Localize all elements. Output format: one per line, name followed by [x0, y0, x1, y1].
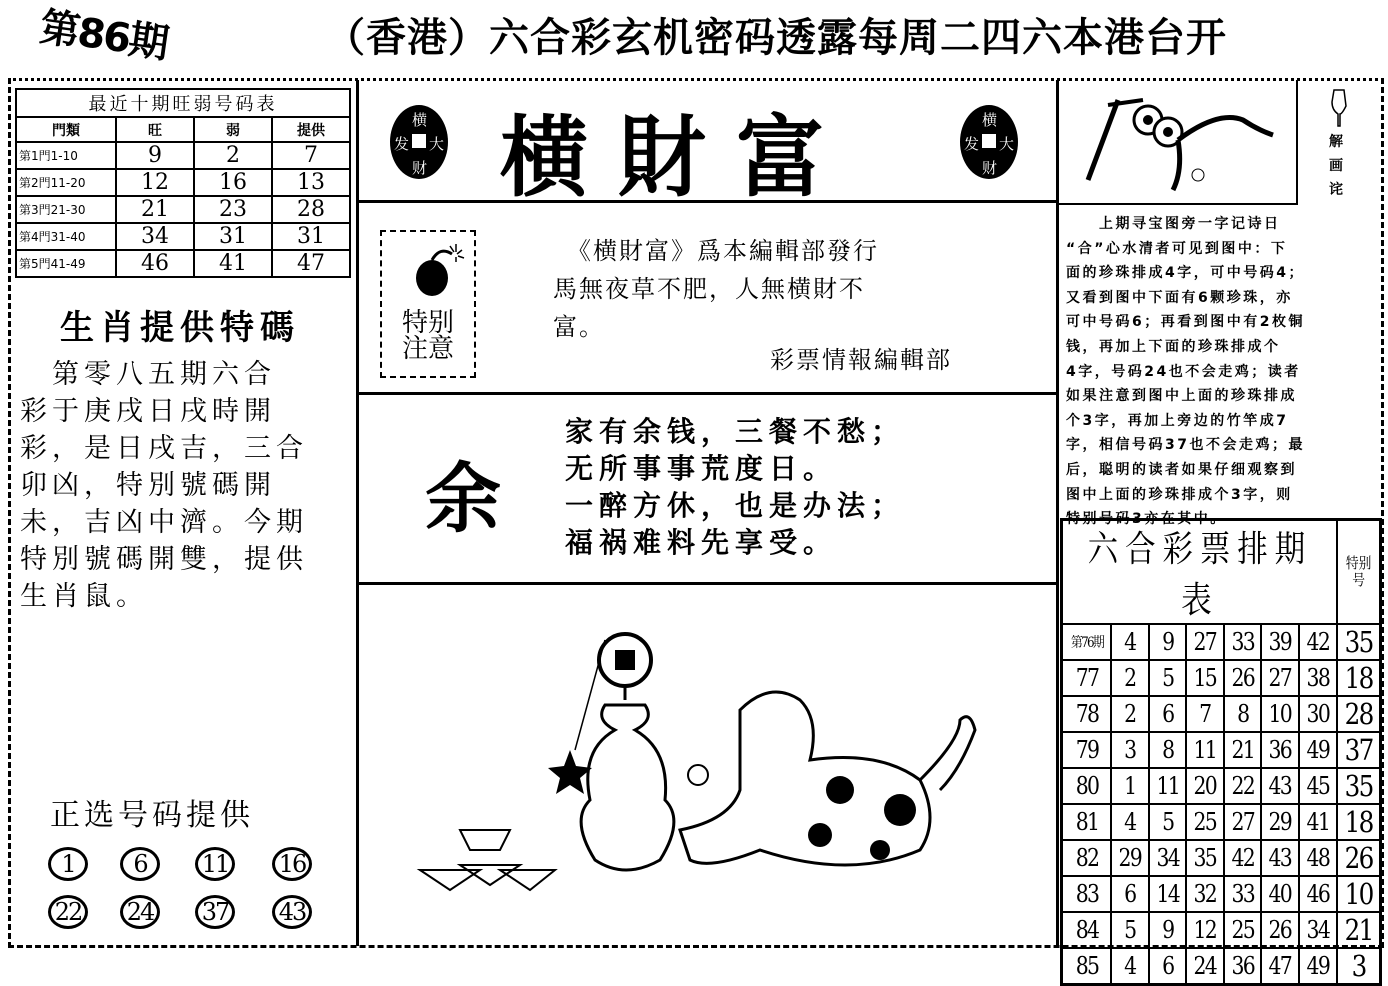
table-row — [1062, 768, 1381, 804]
puzzle-explanation — [1066, 212, 1382, 532]
special-number-cell: 37 — [1340, 732, 1377, 768]
text-line: 4字，号码24也不会走鸡；读者 — [1066, 363, 1301, 380]
table-cell: 12 — [116, 169, 194, 196]
pick-number-ball: 37 — [195, 895, 235, 929]
pick-number-ball: 16 — [272, 847, 312, 881]
text-line: 家有余钱，三餐不愁； — [565, 415, 906, 448]
number-cell: 40 — [1264, 876, 1296, 912]
text-line: 图中上面的珍珠排成个3字，则 — [1066, 486, 1293, 503]
number-cell: 38 — [1302, 660, 1334, 696]
text-line: 面的珍珠排成4字，可中号码4； — [1066, 265, 1305, 282]
table-row — [1062, 624, 1381, 660]
number-cell: 48 — [1302, 840, 1334, 876]
special-number-cell: 3 — [1340, 948, 1377, 985]
puzzle-picture-frame — [1058, 80, 1298, 205]
issue-cell: 85 — [1065, 948, 1107, 985]
text-line: “合”心水清者可见到图中：下 — [1066, 240, 1288, 257]
number-cell: 27 — [1189, 624, 1221, 660]
zodiac-text — [20, 356, 350, 615]
number-cell: 6 — [1151, 948, 1183, 985]
pick-number-ball: 43 — [272, 895, 312, 929]
pointing-hand-icon — [1328, 88, 1350, 128]
masthead-title: 横財富 — [500, 105, 855, 209]
issue-cell: 77 — [1065, 660, 1107, 696]
text-line: 未，吉凶中濟。今期 — [20, 507, 308, 538]
table-row — [1062, 912, 1381, 948]
issue-cell: 80 — [1065, 768, 1107, 804]
text-line: 后，聪明的读者如果仔细观察到 — [1066, 461, 1297, 478]
table-caption: 最近十期旺弱号码表 — [16, 89, 350, 117]
number-cell: 6 — [1114, 876, 1146, 912]
table-cell: 28 — [272, 196, 350, 223]
table-cell: 2 — [194, 142, 272, 169]
rat-gourd-illustration — [400, 620, 1000, 920]
text-line: 卯凶，特別號碼開 — [20, 470, 276, 501]
number-cell: 33 — [1227, 624, 1259, 660]
special-number-cell: 21 — [1340, 912, 1377, 948]
number-cell: 9 — [1151, 624, 1183, 660]
row-label: 第2門11-20 — [16, 169, 116, 196]
text-line: 富。 — [553, 313, 605, 341]
number-cell: 5 — [1151, 660, 1183, 696]
row-label: 第3門21-30 — [16, 196, 116, 223]
number-cell: 8 — [1151, 732, 1183, 768]
number-cell: 2 — [1114, 696, 1146, 732]
row-label: 第1門1-10 — [16, 142, 116, 169]
number-cell: 24 — [1189, 948, 1221, 985]
special-number-cell: 28 — [1340, 696, 1377, 732]
issue-cell: 83 — [1065, 876, 1107, 912]
issue-cell: 第76期 — [1065, 624, 1107, 660]
table-row — [16, 250, 350, 277]
number-cell: 29 — [1114, 840, 1146, 876]
text-line: 福祸难料先享受。 — [565, 526, 838, 559]
number-cell: 29 — [1264, 804, 1296, 840]
number-cell: 34 — [1151, 840, 1183, 876]
number-cell: 43 — [1264, 840, 1296, 876]
number-cell: 20 — [1189, 768, 1221, 804]
text-line: 《横財富》爲本編輯部發行 — [553, 237, 879, 265]
text-line: 如果注意到图中上面的珍珠排成 — [1066, 388, 1297, 405]
special-number-cell: 35 — [1340, 624, 1377, 660]
coin-char: 横 — [982, 111, 998, 129]
special-number-header: 特别号 — [1340, 520, 1377, 625]
coin-char: 财 — [982, 159, 998, 177]
table-cell: 47 — [272, 250, 350, 277]
notice-label-line: 注意 — [401, 334, 454, 364]
coin-icon — [960, 105, 1018, 179]
divider — [358, 582, 1056, 585]
picks-title: 正选号码提供 — [50, 798, 254, 833]
number-cell: 27 — [1264, 660, 1296, 696]
text-line: 彩，是日戌吉，三合 — [20, 433, 308, 464]
coin-char: 发 — [394, 135, 410, 153]
text-line: 可中号码6；再看到图中有2枚铜 — [1066, 314, 1305, 331]
table-cell: 23 — [194, 196, 272, 223]
table-cell: 34 — [116, 223, 194, 250]
text-line: 无所事事荒度日。 — [565, 452, 838, 485]
pick-number-ball: 6 — [120, 847, 160, 881]
number-cell: 14 — [1151, 876, 1183, 912]
number-cell: 2 — [1114, 660, 1146, 696]
notice-label-line: 特别 — [401, 308, 454, 338]
number-cell: 26 — [1264, 912, 1296, 948]
number-cell: 25 — [1227, 912, 1259, 948]
pick-number-ball: 22 — [48, 895, 88, 929]
table-row — [1062, 732, 1381, 768]
number-cell: 6 — [1151, 696, 1183, 732]
issue-cell: 81 — [1065, 804, 1107, 840]
number-cell: 25 — [1189, 804, 1221, 840]
poem-text — [565, 413, 905, 561]
number-cell: 21 — [1227, 732, 1259, 768]
coin-icon — [390, 105, 448, 179]
table-row — [1062, 948, 1381, 985]
headline: （香港）六合彩玄机密码透露每周二四六本港台开 — [325, 14, 1227, 61]
coin-char: 大 — [429, 135, 445, 153]
number-cell: 47 — [1264, 948, 1296, 985]
coin-char: 横 — [412, 111, 428, 129]
strength-table — [15, 88, 351, 278]
special-number-cell: 26 — [1340, 840, 1377, 876]
special-notice-box — [380, 230, 476, 378]
table-row — [16, 223, 350, 250]
table-cell: 41 — [194, 250, 272, 277]
issue-cell: 82 — [1065, 840, 1107, 876]
number-cell: 11 — [1151, 768, 1183, 804]
number-cell: 5 — [1151, 804, 1183, 840]
number-cell: 27 — [1227, 804, 1259, 840]
table-cell: 46 — [116, 250, 194, 277]
number-cell: 8 — [1227, 696, 1259, 732]
bomb-icon — [410, 240, 470, 300]
text-line: 馬無夜草不肥，人無横財不 — [553, 275, 865, 303]
text-line: 又看到图中下面有6颗珍珠，亦 — [1066, 289, 1293, 306]
text-line: 特别号码3亦在其中。 — [1066, 511, 1227, 528]
table-row — [1062, 696, 1381, 732]
table-row — [16, 169, 350, 196]
text-line: 第零八五期六合 — [20, 359, 276, 390]
column-header: 旺 — [116, 117, 194, 142]
table-row — [1062, 660, 1381, 696]
number-cell: 15 — [1189, 660, 1221, 696]
number-cell: 43 — [1264, 768, 1296, 804]
text-line: 生肖鼠。 — [20, 581, 148, 612]
number-cell: 41 — [1302, 804, 1334, 840]
special-number-cell: 18 — [1340, 660, 1377, 696]
issue-cell: 79 — [1065, 732, 1107, 768]
table-cell: 16 — [194, 169, 272, 196]
text-line: 个3字，再加上旁边的竹竿成7 — [1066, 412, 1289, 429]
number-cell: 42 — [1227, 840, 1259, 876]
schedule-title: 六合彩票排期表 — [1082, 520, 1316, 625]
number-cell: 49 — [1302, 732, 1334, 768]
number-cell: 7 — [1189, 696, 1221, 732]
coin-char: 大 — [999, 135, 1015, 153]
column-header: 門類 — [16, 117, 116, 142]
pick-number-ball: 24 — [120, 895, 160, 929]
number-cell: 42 — [1302, 624, 1334, 660]
special-number-cell: 35 — [1340, 768, 1377, 804]
divider — [356, 80, 359, 946]
coin-char: 财 — [412, 159, 428, 177]
text-line: 一醉方休，也是办法； — [565, 489, 906, 522]
text-line: 上期寻宝图旁一字记诗日 — [1066, 216, 1281, 232]
special-number-cell: 18 — [1340, 804, 1377, 840]
text-line: 钱，再加上下面的珍珠排成个 — [1066, 338, 1281, 355]
column-header: 弱 — [194, 117, 272, 142]
number-cell: 10 — [1264, 696, 1296, 732]
table-cell: 13 — [272, 169, 350, 196]
table-cell: 7 — [272, 142, 350, 169]
table-cell: 21 — [116, 196, 194, 223]
lottery-schedule-table — [1060, 518, 1382, 986]
column-header: 提供 — [272, 117, 350, 142]
number-cell: 1 — [1114, 768, 1146, 804]
row-label: 第5門41-49 — [16, 250, 116, 277]
divider — [1056, 80, 1059, 946]
coin-char: 发 — [964, 135, 980, 153]
zodiac-title: 生肖提供特碼 — [60, 308, 300, 348]
hint-label: 解画诧 — [1329, 134, 1343, 198]
text-line: 字，相信号码37也不会走鸡；最 — [1066, 437, 1305, 454]
number-cell: 5 — [1114, 912, 1146, 948]
number-cell: 26 — [1227, 660, 1259, 696]
table-cell: 31 — [194, 223, 272, 250]
pick-number-ball: 1 — [48, 847, 88, 881]
number-cell: 12 — [1189, 912, 1221, 948]
table-row — [1062, 804, 1381, 840]
number-cell: 46 — [1302, 876, 1334, 912]
text-line: 彩于庚戌日戌時開 — [20, 396, 276, 427]
issue-cell: 84 — [1065, 912, 1107, 948]
notice-signature: 彩票情報編輯部 — [770, 346, 952, 374]
number-cell: 11 — [1189, 732, 1221, 768]
text-line: 特別號碼開雙，提供 — [20, 544, 308, 575]
number-cell: 3 — [1114, 732, 1146, 768]
table-row — [1062, 876, 1381, 912]
number-cell: 45 — [1302, 768, 1334, 804]
number-cell: 4 — [1114, 948, 1146, 985]
table-row — [16, 142, 350, 169]
number-cell: 30 — [1302, 696, 1334, 732]
poem-key-character: 余 — [425, 454, 501, 543]
number-cell: 4 — [1114, 624, 1146, 660]
table-row — [1062, 840, 1381, 876]
number-cell: 32 — [1189, 876, 1221, 912]
number-cell: 36 — [1227, 948, 1259, 985]
number-cell: 33 — [1227, 876, 1259, 912]
puzzle-picture — [1058, 80, 1294, 202]
table-cell: 9 — [116, 142, 194, 169]
number-cell: 9 — [1151, 912, 1183, 948]
number-cell: 35 — [1189, 840, 1221, 876]
number-cell: 22 — [1227, 768, 1259, 804]
number-cell: 4 — [1114, 804, 1146, 840]
number-cell: 39 — [1264, 624, 1296, 660]
table-cell: 31 — [272, 223, 350, 250]
issue-number: 第86期 — [36, 4, 170, 68]
number-cell: 34 — [1302, 912, 1334, 948]
pick-number-ball: 11 — [195, 847, 235, 881]
number-cell: 49 — [1302, 948, 1334, 985]
divider — [358, 392, 1056, 395]
table-row — [16, 196, 350, 223]
row-label: 第4門31-40 — [16, 223, 116, 250]
special-number-cell: 10 — [1340, 876, 1377, 912]
notice-text — [553, 232, 879, 346]
issue-cell: 78 — [1065, 696, 1107, 732]
notice-label — [382, 310, 474, 362]
number-cell: 36 — [1264, 732, 1296, 768]
